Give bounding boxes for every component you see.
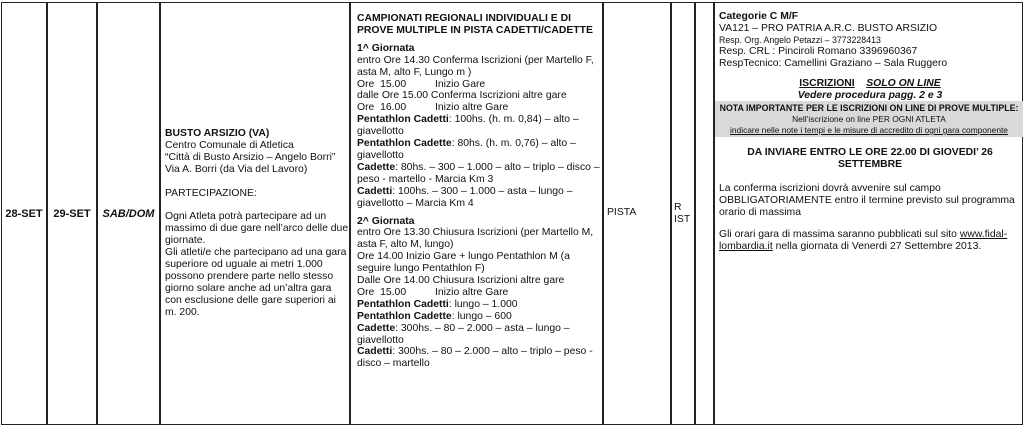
event-title: CAMPIONATI REGIONALI INDIVIDUALI E DI PROVE MULTIPLE IN PISTA CADETTI/CADETTE	[357, 13, 593, 36]
day1-cadette	[357, 162, 603, 186]
level-block	[674, 202, 690, 226]
day2-line: Dalle Ore 14.00 Chiusura Iscrizioni altre gare	[357, 275, 565, 287]
location-cell	[160, 2, 350, 425]
text: : 100hs. – 300 – 1.000 – asta – lungo – giavellotto – Marcia Km 4	[357, 185, 573, 209]
level-r: R	[674, 202, 682, 213]
label: Pentathlon Cadetti	[357, 114, 449, 126]
day1-line: dalle Ore 15.00 Conferma Iscrizioni altre gare	[357, 90, 567, 102]
label: Cadette	[357, 161, 396, 173]
nota-box	[715, 101, 1023, 137]
day1-line: Ore 16.00 Inizio altre Gare	[357, 102, 509, 114]
partecipazione-label: PARTECIPAZIONE:	[165, 187, 257, 199]
day1-line: entro Ore 14.30 Conferma Iscrizioni (per Martello F, asta M, alto F, Lungo m )	[357, 54, 594, 78]
text: : 300hs. – 80 – 2.000 – alto – triplo – peso - disco – martello	[357, 346, 593, 370]
text: : lungo – 600	[451, 310, 512, 322]
categorie: Categorie C M/F	[719, 11, 799, 22]
text: : 300hs. – 80 – 2.000 – asta – lungo – giavellotto	[357, 322, 570, 346]
text: : lungo – 1.000	[448, 298, 518, 310]
location-block	[165, 128, 349, 318]
iscrizioni-label: ISCRIZIONI	[799, 77, 855, 89]
resp-tecnico: RespTecnico: Camellini Graziano – Sala Ruggero	[719, 57, 948, 69]
resp-org: Resp. Org. Angelo Petazzi – 3773228413	[719, 34, 881, 45]
event-cell	[350, 2, 603, 425]
empty-cell	[695, 2, 714, 425]
text: : 80hs. (h. m. 0,76) – alto – giavellotto	[357, 138, 576, 161]
date-end-cell	[47, 2, 97, 425]
day1-pentathlon-cadette	[357, 138, 603, 162]
partecipazione-para1: Ogni Atleta potrà partecipare ad un massimo di due gare nell’arco delle due giornate.	[165, 211, 349, 247]
deadline: DA INVIARE ENTRO LE ORE 22.00 DI GIOVEDI’ 26 SETTEMBRE	[747, 147, 993, 171]
day2-cadette	[357, 323, 603, 347]
level-cell	[671, 2, 695, 425]
text: : 80hs. – 300 – 1.000 – alto – triplo – disco – peso - martello - Marcia Km 3	[357, 161, 600, 185]
venue-cell	[603, 2, 671, 425]
orari	[719, 229, 1021, 253]
location-line: Centro Comunale di Atletica	[165, 139, 294, 151]
day2-line: Ore 15.00 Inizio altre Gare	[357, 286, 509, 298]
label: Pentathlon Cadette	[357, 310, 452, 322]
label: Pentathlon Cadette	[357, 138, 452, 150]
text: : 100hs. (h. m. 0,84) – alto – giavellotto	[357, 114, 579, 138]
event-block	[357, 13, 603, 370]
day2-cadetti	[357, 346, 603, 370]
day2-heading: 2^ Giornata	[357, 215, 415, 227]
label: Cadetti	[357, 185, 393, 197]
days: SAB/DOM	[102, 207, 155, 220]
day1-cadetti	[357, 186, 603, 210]
orari-post: nella giornata di Venerdi 27 Settembre 2013.	[772, 240, 982, 252]
day2-line: Ore 14.00 Inizio Gare + lungo Pentathlon M (a seguire lungo Pentathlon F)	[357, 251, 570, 275]
orari-link[interactable]: www.fidal-lombardia.it	[719, 228, 1008, 252]
nota-title: NOTA IMPORTANTE PER LE ISCRIZIONI ON LINE DI PROVE MULTIPLE:	[719, 103, 1019, 114]
partecipazione-para2: Gli atleti/e che partecipano ad una gara superiore od uguale ai metri 1.000 possono prendere parte nello stesso giorno solare anche ad un’altra gara con esclusione delle gare superiori ai m. 200.	[165, 247, 347, 318]
info-block	[719, 11, 1021, 253]
label: Cadette	[357, 322, 396, 334]
venue-type: PISTA	[607, 207, 637, 218]
day2-pentathlon-cadette	[357, 311, 603, 323]
info-cell	[714, 2, 1023, 425]
day2-line: entro Ore 13.30 Chiusura Iscrizioni (per Martello M, asta F, alto M, lungo)	[357, 227, 594, 251]
date-start-cell	[1, 2, 47, 425]
label: Pentathlon Cadetti	[357, 298, 449, 310]
label: Cadetti	[357, 346, 393, 358]
day1-pentathlon-cadetti	[357, 114, 603, 138]
solo-online: SOLO ON LINE	[866, 77, 941, 89]
organizer: VA121 – PRO PATRIA A.R.C. BUSTO ARSIZIO	[719, 22, 938, 34]
location-line: “Città di Busto Arsizio – Angelo Borri”	[165, 151, 336, 163]
orari-pre: Gli orari gara di massima saranno pubblicati sul sito	[719, 228, 960, 240]
nota-line2: indicare nelle note i tempi e le misure di accredito di ogni gara componente	[730, 124, 1008, 135]
day1-line: Ore 15.00 Inizio Gare	[357, 78, 486, 90]
date-start: 28-SET	[5, 207, 43, 220]
level-ist: IST	[674, 213, 691, 225]
days-cell	[97, 2, 160, 425]
conferma: La conferma iscrizioni dovrà avvenire sul campo OBBLIGATORIAMENTE entro il termine previsto sul programma orario di massima	[719, 183, 1015, 219]
location-title: BUSTO ARSIZIO (VA)	[165, 128, 270, 139]
date-end: 29-SET	[53, 207, 91, 220]
day1-heading: 1^ Giornata	[357, 42, 415, 54]
procedura: Vedere procedura pagg. 2 e 3	[797, 89, 943, 101]
location-line: Via A. Borri (da Via del Lavoro)	[165, 163, 308, 175]
nota-line1: Nell’iscrizione on line PER OGNI ATLETA	[792, 114, 946, 125]
iscrizioni-line	[719, 78, 1021, 90]
resp-crl: Resp. CRL : Pinciroli Romano 3396960367	[719, 45, 918, 57]
day2-pentathlon-cadetti	[357, 299, 603, 311]
